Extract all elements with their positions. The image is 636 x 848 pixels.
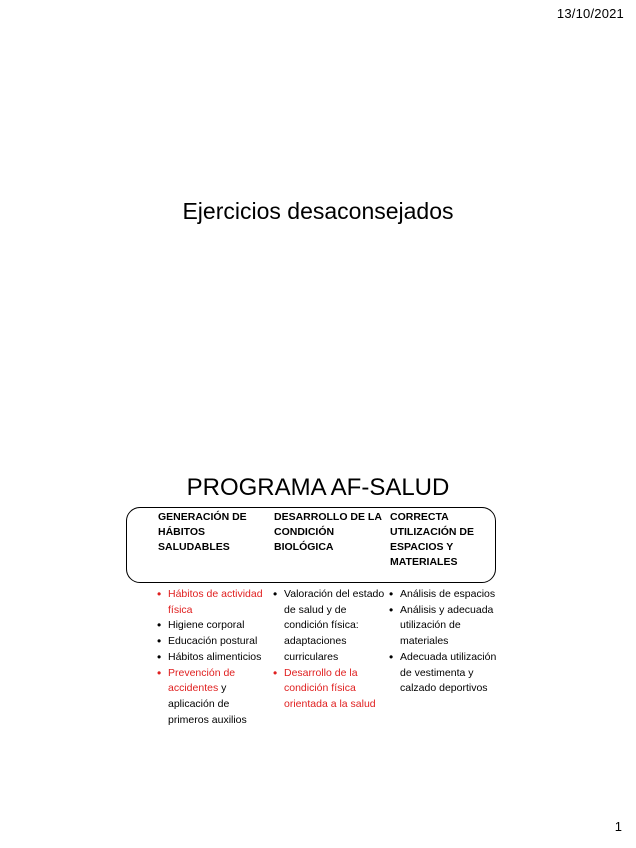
column-header-materiales: CORRECTA UTILIZACIÓN DE ESPACIOS Y MATERIALES [390, 511, 474, 568]
list-item: • Valoración del estado de salud y de condición física: adaptaciones curriculares [272, 587, 390, 666]
page-number: 1 [614, 819, 622, 834]
list-item: • Análisis de espacios [388, 587, 506, 603]
slide-1-title: Ejercicios desaconsejados [182, 198, 454, 224]
list-item: • Hábitos alimenticios [156, 650, 272, 666]
list-item-text: y aplicación de primeros auxilios [168, 682, 247, 726]
list-item: • Desarrollo de la condición física orientada a la salud [272, 666, 390, 713]
list-item: • Análisis y adecuada utilización de materiales [388, 603, 506, 650]
list-item-highlight: Prevención de accidentes [168, 666, 236, 695]
list-item [156, 666, 272, 729]
column-list-habitos [156, 587, 272, 728]
list-item: • Adecuada utilización de vestimenta y calzado deportivos [388, 650, 506, 697]
list-item: • Higiene corporal [156, 618, 272, 634]
column-header-condicion: DESARROLLO DE LA CONDICIÓN BIOLÓGICA [274, 511, 382, 553]
column-list-condicion [272, 587, 390, 713]
column-header-habitos: GENERACIÓN DE HÁBITOS SALUDABLES [158, 511, 247, 553]
slide-2-title: PROGRAMA AF-SALUD [186, 474, 450, 501]
list-item: • Educación postural [156, 634, 272, 650]
slide-date: 13/10/2021 [556, 6, 624, 21]
column-list-materiales [388, 587, 506, 697]
list-item: • Hábitos de actividad física [156, 587, 272, 618]
